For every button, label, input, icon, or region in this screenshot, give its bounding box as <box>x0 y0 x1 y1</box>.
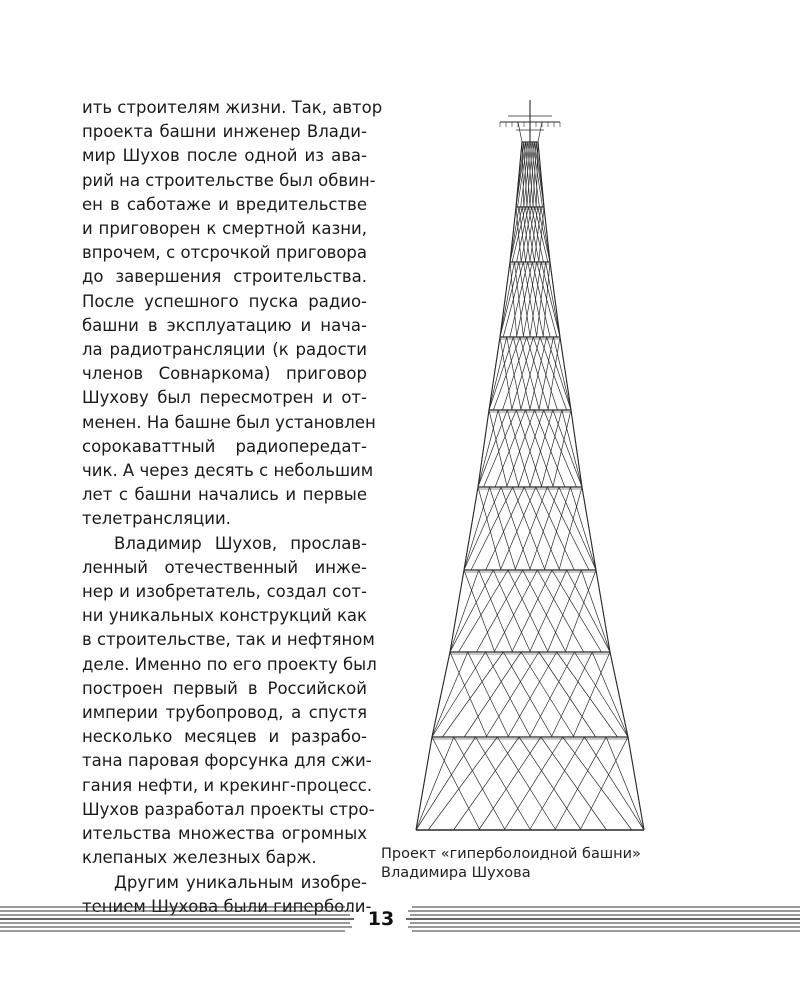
text-line: Другим уникальным изобре- <box>114 872 367 892</box>
body-text-column <box>82 96 383 919</box>
text-line: Шухов разработал проекты стро- <box>82 799 375 819</box>
text-line: рий на строительстве был обвин- <box>82 170 376 190</box>
text-line: ить строителям жизни. Так, автор <box>82 98 383 117</box>
text-line: ительства множества огромных <box>82 824 367 844</box>
text-line: мир Шухов после одной из ава- <box>82 146 367 166</box>
text-line: лет с башни начались и первые <box>82 485 367 505</box>
text-line: членов Совнаркома) приговор <box>82 364 367 384</box>
paragraph-2 <box>82 532 377 871</box>
caption-line-2: Владимира Шухова <box>381 865 531 881</box>
text-line: проекта башни инженер Влади- <box>82 122 367 142</box>
text-line: в строительстве, так и нефтяном <box>82 630 375 650</box>
text-line: телетрансляции. <box>82 509 231 529</box>
text-line: Шухову был пересмотрен и от- <box>82 388 367 408</box>
text-line: деле. Именно по его проекту был <box>82 654 377 674</box>
text-line: гания нефти, и крекинг-процесс. <box>82 775 373 795</box>
text-line: ен в саботаже и вредительстве <box>82 194 367 214</box>
text-line: и приговорен к смертной казни, <box>82 219 367 239</box>
text-line: впрочем, с отсрочкой приговора <box>82 243 367 263</box>
hyperboloid-tower-drawing <box>400 92 660 832</box>
text-line: ленный отечественный инже- <box>82 557 367 577</box>
figure-caption <box>381 845 641 883</box>
text-line: башни в эксплуатацию и нача- <box>82 315 367 335</box>
text-line: построен первый в Российской <box>82 678 367 698</box>
text-line: После успешного пуска радио- <box>82 291 367 311</box>
text-line: Владимир Шухов, прослав- <box>114 533 367 553</box>
text-line: до завершения строительства. <box>82 267 367 287</box>
text-line: несколько месяцев и разрабо- <box>82 727 367 747</box>
text-line: тением Шухова были гиперболи- <box>82 896 372 916</box>
text-line: чик. А через десять с небольшим <box>82 461 374 481</box>
page-number: 13 <box>367 908 395 930</box>
text-line: ла радиотрансляции (к радости <box>82 340 367 360</box>
paragraph-1 <box>82 96 383 532</box>
text-line: клепаных железных барж. <box>82 848 317 868</box>
text-line: империи трубопровод, а спустя <box>82 703 367 723</box>
caption-line-1: Проект «гиперболоидной башни» <box>381 846 641 862</box>
text-line: сорокаваттный радиопередат- <box>82 436 367 456</box>
text-line: менен. На башне был установлен <box>82 412 376 432</box>
text-line: ни уникальных конструкций как <box>82 606 367 626</box>
text-line: нер и изобретатель, создал сот- <box>82 582 367 602</box>
text-line: тана паровая форсунка для сжи- <box>82 751 372 771</box>
